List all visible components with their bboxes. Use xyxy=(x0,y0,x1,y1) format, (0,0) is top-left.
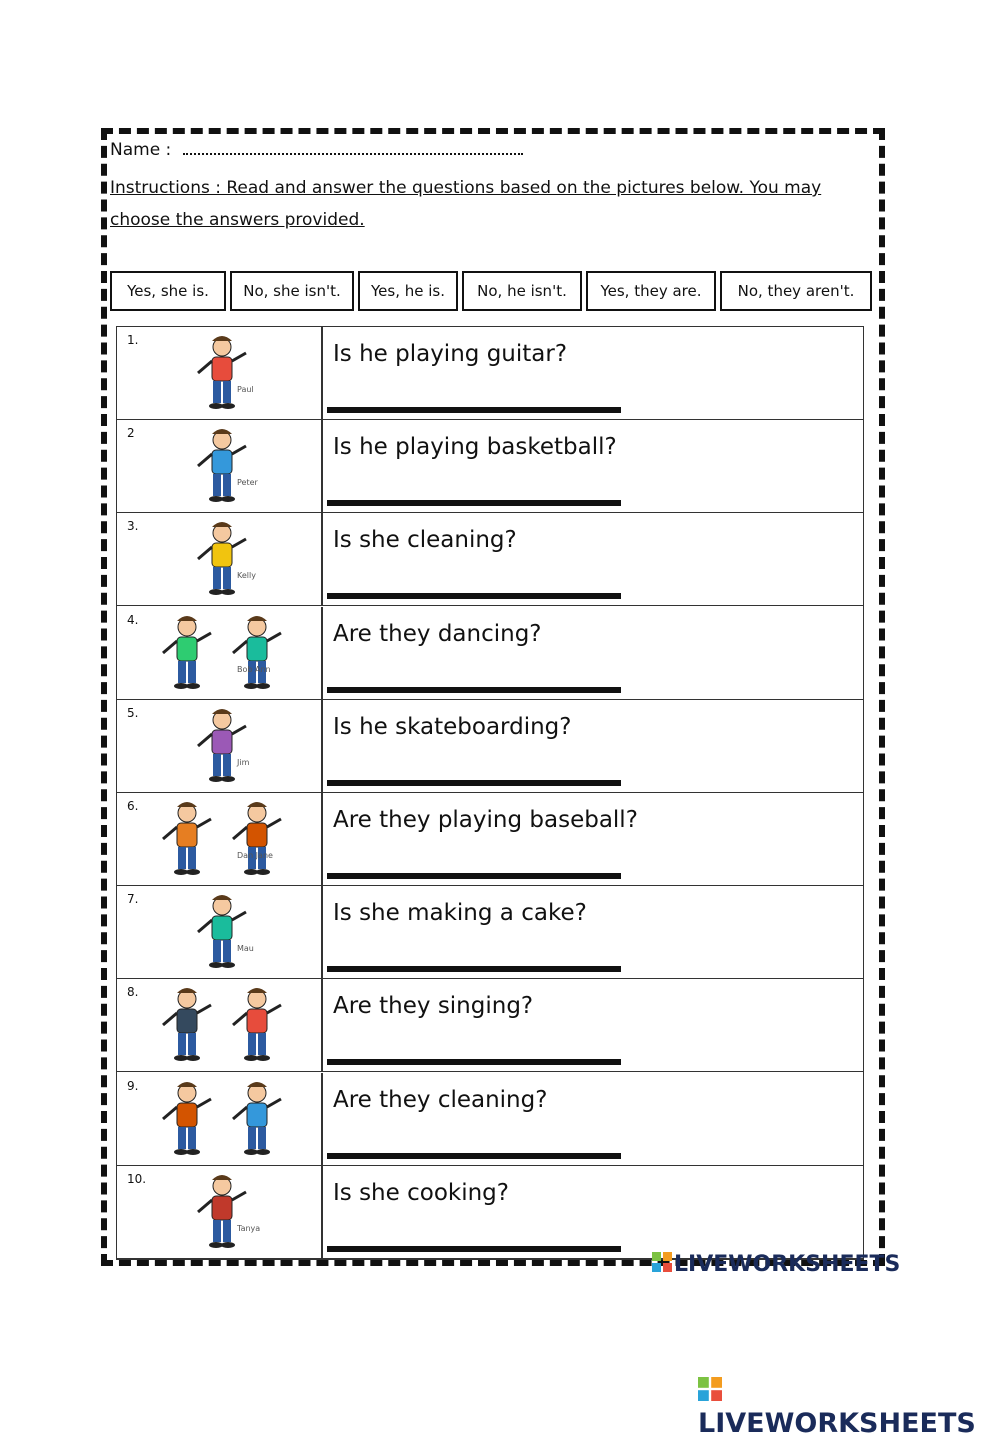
question-text: Is he playing guitar? xyxy=(333,341,568,367)
question-picture xyxy=(117,886,323,978)
question-row xyxy=(117,793,863,886)
question-row xyxy=(117,979,863,1072)
question-number: 10. xyxy=(127,1171,147,1186)
question-row xyxy=(117,513,863,606)
clipart-figure-icon xyxy=(147,426,297,506)
answer-blank[interactable] xyxy=(327,593,621,599)
question-text: Is she making a cake? xyxy=(333,900,587,927)
clipart-figure-icon xyxy=(147,706,297,786)
question-number: 1. xyxy=(127,333,139,347)
picture-caption: Jim xyxy=(237,757,250,767)
question-number: 3. xyxy=(127,519,139,534)
questions-table xyxy=(116,326,864,1260)
picture-caption: Peter xyxy=(237,478,258,488)
question-picture xyxy=(117,979,323,1071)
answer-blank[interactable] xyxy=(327,1246,621,1252)
answer-blank[interactable] xyxy=(327,1153,621,1159)
question-text: Is he playing basketball? xyxy=(333,434,617,461)
watermark-footer xyxy=(698,1376,1000,1439)
question-row xyxy=(117,1073,863,1166)
answer-option[interactable]: No, he isn't. xyxy=(462,271,582,311)
question-text: Are they playing baseball? xyxy=(333,807,638,833)
answer-blank[interactable] xyxy=(327,407,621,413)
question-number: 7. xyxy=(127,892,139,907)
clipart-figure-icon xyxy=(147,985,297,1065)
picture-caption: Dan Jane xyxy=(237,851,273,860)
question-text: Are they cleaning? xyxy=(333,1086,548,1113)
question-text: Are they dancing? xyxy=(333,620,542,647)
question-number: 8. xyxy=(127,985,139,1000)
question-row xyxy=(117,886,863,979)
clipart-figure-icon xyxy=(147,333,297,413)
answer-blank[interactable] xyxy=(327,687,621,693)
question-text: Is she cooking? xyxy=(333,1179,509,1206)
picture-caption: Bob Ann xyxy=(237,664,271,674)
answer-option[interactable]: No, she isn't. xyxy=(230,271,354,311)
question-picture xyxy=(117,513,323,605)
question-number: 5. xyxy=(127,705,139,720)
question-number: 2 xyxy=(127,426,135,441)
question-number: 9. xyxy=(127,1078,139,1093)
answer-blank[interactable] xyxy=(327,780,621,786)
picture-caption: Kelly xyxy=(237,571,256,581)
answer-blank[interactable] xyxy=(327,1059,621,1065)
question-text: Is he skateboarding? xyxy=(333,713,572,740)
question-row xyxy=(117,700,863,793)
clipart-figure-icon xyxy=(147,613,297,693)
question-number: 6. xyxy=(127,799,139,813)
answer-option[interactable]: Yes, they are. xyxy=(586,271,716,311)
answer-option[interactable]: Yes, he is. xyxy=(358,271,458,311)
answer-option[interactable]: Yes, she is. xyxy=(110,271,226,311)
question-number: 4. xyxy=(127,612,139,627)
picture-caption: Tanya xyxy=(237,1223,261,1233)
question-picture xyxy=(117,1073,323,1165)
question-picture xyxy=(117,700,323,792)
question-picture xyxy=(117,607,323,699)
name-field[interactable] xyxy=(110,140,523,160)
name-label: Name : xyxy=(110,140,172,160)
answer-option[interactable]: No, they aren't. xyxy=(720,271,872,311)
question-row xyxy=(117,1166,863,1259)
answer-blank[interactable] xyxy=(327,966,621,972)
answer-options-bar xyxy=(110,271,872,311)
name-blank[interactable] xyxy=(183,153,523,155)
clipart-figure-icon xyxy=(147,799,297,879)
answer-blank[interactable] xyxy=(327,873,621,879)
instructions-text: Instructions : Read and answer the questions based on the pictures below. You may choose the answers provided. xyxy=(110,178,822,230)
answer-blank[interactable] xyxy=(327,500,621,506)
clipart-figure-icon xyxy=(147,892,297,972)
question-picture xyxy=(117,327,323,419)
watermark-text: LIVEWORKSHEETS xyxy=(698,1408,976,1439)
question-row xyxy=(117,327,863,420)
question-picture xyxy=(117,793,323,885)
question-text: Are they singing? xyxy=(333,993,534,1020)
clipart-figure-icon xyxy=(147,1079,297,1159)
watermark-inline xyxy=(652,1252,900,1278)
picture-caption: Mau xyxy=(237,944,254,954)
clipart-figure-icon xyxy=(147,1172,297,1252)
question-text: Is she cleaning? xyxy=(333,527,517,554)
clipart-figure-icon xyxy=(147,519,297,599)
liveworksheets-logo-icon xyxy=(652,1252,672,1278)
liveworksheets-logo-icon xyxy=(698,1377,722,1408)
question-row xyxy=(117,420,863,513)
question-row xyxy=(117,607,863,700)
question-picture xyxy=(117,420,323,512)
picture-caption: Paul xyxy=(237,385,254,394)
watermark-text: LIVEWORKSHEETS xyxy=(674,1252,901,1277)
question-picture xyxy=(117,1166,323,1258)
